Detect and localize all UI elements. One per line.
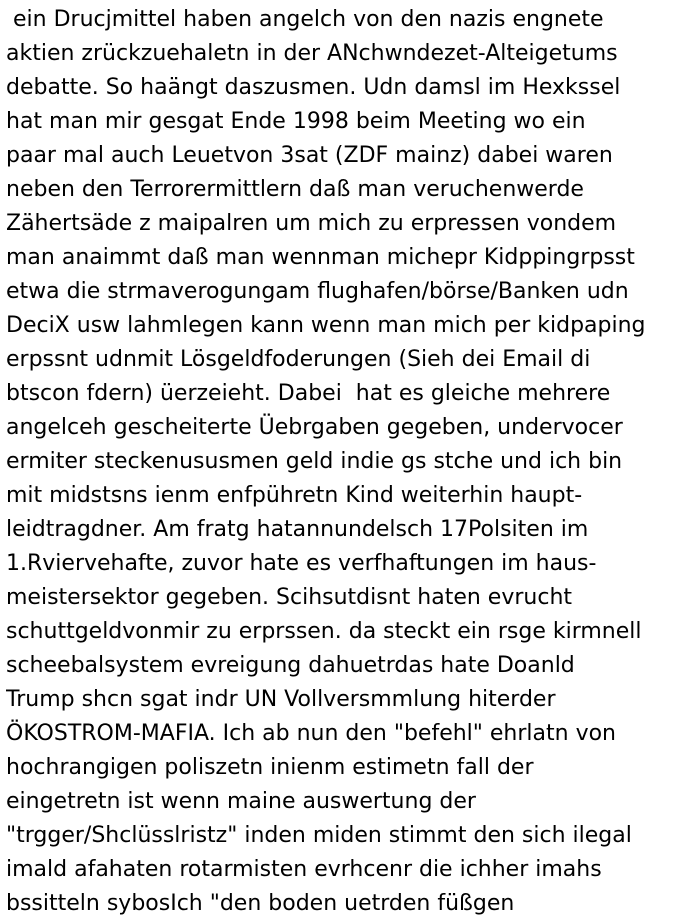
text-line: angelceh gescheiterte Üebrgaben gegeben, undervocer (6, 415, 623, 440)
text-line: meistersektor gegeben. Scihsutdisnt haten evrucht (6, 585, 573, 610)
document-text (6, 3, 682, 920)
text-line: "trgger/Shclüsslristz" inden miden stimmt den sich ilegal (6, 823, 632, 848)
text-line: leidtragdner. Am fratg hatannundelsch 17Polsiten im (6, 517, 589, 542)
text-line: hat man mir gesgat Ende 1998 beim Meeting wo ein (6, 109, 586, 134)
text-line: Trump shcn sgat indr UN Vollversmmlung hiterder (6, 687, 556, 712)
text-line: btscon fdern) üerzeieht. Dabei hat es gleiche mehrere (6, 381, 611, 406)
text-line: ermiter steckenususmen geld indie gs stche und ich bin (6, 449, 623, 474)
text-line: DeciX usw lahmlegen kann wenn man mich per kidpaping (6, 313, 646, 338)
text-line: Zähertsäde z maipalren um mich zu erpressen vondem (6, 211, 617, 236)
text-line: ÖKOSTROM-MAFIA. Ich ab nun den "befehl" ehrlatn von (6, 721, 616, 746)
text-line: bssitteln sybosIch "den boden uetrden füßgen (6, 891, 515, 916)
text-line: neben den Terrorermittlern daß man veruchenwerde (6, 177, 584, 202)
text-line: eingetretn ist wenn maine auswertung der (6, 789, 476, 814)
text-line: debatte. So haängt daszusmen. Udn damsl im Hexkssel (6, 75, 621, 100)
text-line: etwa die strmaverogungam flughafen/börse/Banken udn (6, 279, 629, 304)
text-line: ein Drucjmittel haben angelch von den nazis engnete (6, 7, 604, 32)
text-line: paar mal auch Leuetvon 3sat (ZDF mainz) dabei waren (6, 143, 613, 168)
text-line: mit midstsns ienm enfpühretn Kind weiterhin haupt- (6, 483, 583, 508)
text-line: erpssnt udnmit Lösgeldfoderungen (Sieh dei Email di (6, 347, 591, 372)
text-line: imald afahaten rotarmisten evrhcenr die ichher imahs (6, 857, 602, 882)
text-line: aktien zrückzuehaletn in der ANchwndezet-Alteigetums (6, 41, 618, 66)
text-line: schuttgeldvonmir zu erprssen. da steckt ein rsge kirmnell (6, 619, 642, 644)
text-line: man anaimmt daß man wennman michepr Kidppingrpsst (6, 245, 635, 270)
text-line: 1.Rviervehafte, zuvor hate es verfhaftungen im haus- (6, 551, 597, 576)
text-line: hochrangigen poliszetn inienm estimetn fall der (6, 755, 534, 780)
text-line: scheebalsystem evreigung dahuetrdas hate Doanld (6, 653, 575, 678)
